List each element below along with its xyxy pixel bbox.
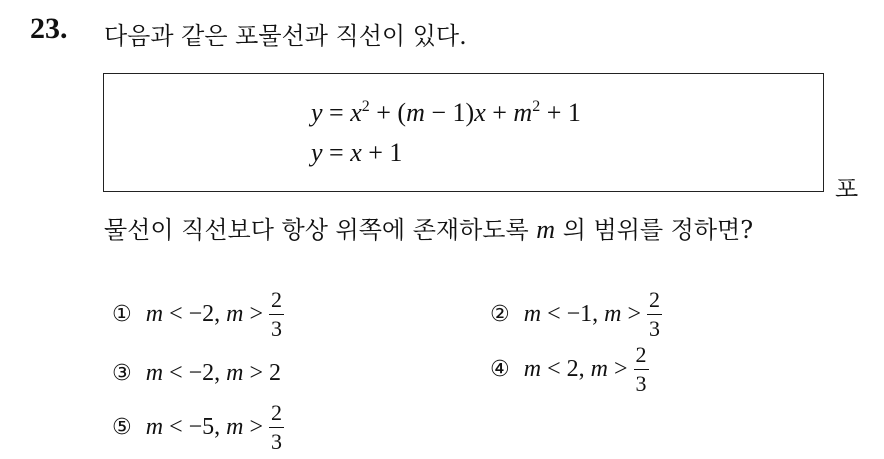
fraction: $\frac{2}{3}$ bbox=[271, 287, 283, 341]
choice-expression: m < −5, m > bbox=[145, 414, 264, 440]
choice-5[interactable] bbox=[112, 402, 284, 453]
question-number: 23. bbox=[30, 12, 68, 45]
choice-2[interactable] bbox=[490, 289, 662, 340]
choice-marker: ④ bbox=[490, 357, 510, 382]
choice-marker: ③ bbox=[112, 361, 132, 386]
choice-expression: m < −2, m > bbox=[145, 301, 264, 327]
choice-marker: ① bbox=[112, 302, 132, 327]
fraction: $\frac{2}{3}$ bbox=[649, 287, 661, 341]
choice-1[interactable] bbox=[112, 289, 284, 340]
prompt-continuation-start: 포 bbox=[835, 175, 859, 203]
fraction: $\frac{2}{3}$ bbox=[271, 400, 283, 454]
parabola-equation: $y = x^2 + (m - 1)x + m^2 + 1$ bbox=[311, 98, 581, 127]
choice-marker: ② bbox=[490, 302, 510, 327]
choice-3[interactable] bbox=[112, 360, 281, 387]
fraction: $\frac{2}{3}$ bbox=[635, 342, 647, 396]
choice-marker: ⑤ bbox=[112, 415, 132, 440]
choice-expression: m < −1, m > bbox=[523, 301, 642, 327]
prompt-continuation: 물선이 직선보다 항상 위쪽에 존재하도록 m 의 범위를 정하면? bbox=[104, 215, 754, 244]
choice-expression: m < −2, m > 2 bbox=[145, 360, 282, 386]
choice-4[interactable] bbox=[490, 344, 649, 395]
line-equation: y = x + 1 bbox=[311, 138, 403, 167]
equation-box bbox=[103, 73, 824, 192]
choice-expression: m < 2, m > bbox=[523, 356, 628, 382]
question-prompt: 다음과 같은 포물선과 직선이 있다. bbox=[104, 22, 467, 50]
